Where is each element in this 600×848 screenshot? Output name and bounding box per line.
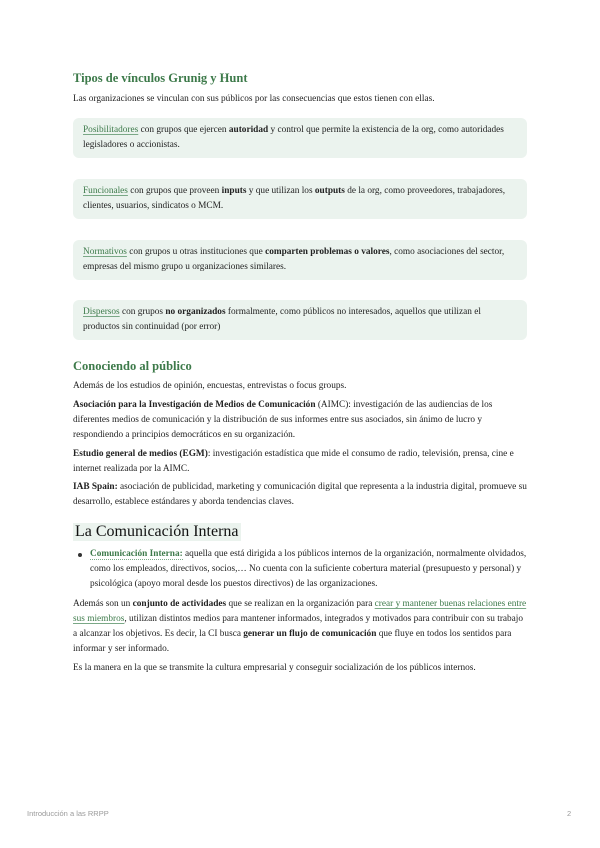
term-egm: Estudio general de medios (EGM) <box>73 449 208 459</box>
text: de la org, como proveedores, trabajadores, clientes, usuarios, sindicatos o MCM. <box>83 186 506 211</box>
text: formalmente, como públicos no interesados, aquellos que utilizan el productos sin continuidad (por error) <box>83 307 481 332</box>
text: : investigación estadística que mide el consumo de radio, televisión, prensa, cine e internet realizada por la AIMC. <box>73 449 514 474</box>
term-dispersos: Dispersos <box>83 307 120 317</box>
text: , como asociaciones del sector, empresas del mismo grupo u organizaciones similares. <box>83 247 505 272</box>
section-intro-publico: Además de los estudios de opinión, encuestas, entrevistas o focus groups. <box>73 381 347 391</box>
paragraph-cultura: Es la manera en la que se transmite la cultura empresarial y conseguir socialización de los públicos internos. <box>73 663 476 673</box>
text: asociación de publicidad, marketing y comunicación digital que representa a la industria digital, promueve su desarrollo, establece estándares y aborda tendencias claves. <box>73 482 527 507</box>
text: con grupos que proveen <box>127 186 222 196</box>
bold-term: inputs <box>221 186 247 196</box>
term-posibilitadores: Posibilitadores <box>83 125 139 135</box>
section-title-vinculos: Tipos de vínculos Grunig y Hunt <box>73 71 248 85</box>
term-normativos: Normativos <box>83 247 127 257</box>
bold-term: conjunto de actividades <box>132 599 227 609</box>
text: Además son un <box>73 599 133 609</box>
text: que se realizan en la organización para <box>226 599 375 609</box>
bold-term: autoridad <box>228 125 269 135</box>
item-iab <box>73 480 528 510</box>
bold-term: generar un flujo de comunicación <box>243 629 377 639</box>
footer-title: Introducción a las RRPP <box>27 809 109 818</box>
callout-posibilitadores <box>73 118 527 158</box>
link-buenas-relaciones[interactable]: crear y mantener buenas relaciones entre sus miembros <box>73 599 527 624</box>
section-intro-vinculos: Las organizaciones se vinculan con sus públicos por las consecuencias que estos tienen con ellas. <box>73 94 435 104</box>
callout-dispersos <box>73 300 527 340</box>
text: con grupos <box>119 307 166 317</box>
term-funcionales: Funcionales <box>83 186 128 196</box>
section-title-comunicacion-interna: La Comunicación Interna <box>75 523 239 540</box>
bold-term: no organizados <box>165 307 226 317</box>
text: y control que permite la existencia de la org, como autoridades legisladores o accionistas. <box>83 125 504 150</box>
item-egm <box>73 447 528 477</box>
text: y que utilizan los <box>246 186 315 196</box>
bold-term: comparten problemas o valores <box>265 247 390 257</box>
text: con grupos que ejercen <box>138 125 229 135</box>
term-aimc: Asociación para la Investigación de Medios de Comunicación <box>73 400 316 410</box>
item-aimc <box>73 398 528 443</box>
section-title-publico: Conociendo al público <box>73 359 192 373</box>
callout-funcionales <box>73 179 527 219</box>
text: , utilizan distintos medios para mantener informados, integrados y motivados para contribuir con su trabajo a alcanzar los objetivos. Es decir, la CI busca <box>73 614 524 639</box>
paragraph-actividades <box>73 597 528 657</box>
text: (AIMC): investigación de las audiencias de los diferentes medios de comunicación y la distribución de sus informes entre sus asociados, sin ánimo de lucro y respondiendo a principios democráticos en su organización. <box>73 400 493 440</box>
bold-term: outputs <box>314 186 345 196</box>
text: que fluye en todos los sentidos para informar y ser informado. <box>73 629 512 654</box>
text: aquella que está dirigida a los públicos internos de la organización, normalmente olvidados, como los empleados, directivos, socios,… No cuenta con la suficiente cobertura material (presupuesto y personal) y psicológica (apoyo moral desde los puestos directivos) de las organizaciones. <box>90 549 527 589</box>
footer-page-number: 2 <box>567 809 572 818</box>
term-comunicacion-interna: Comunicación Interna: <box>90 549 183 559</box>
term-iab: IAB Spain: <box>73 482 118 492</box>
bullet-text <box>90 547 528 592</box>
callout-normativos <box>73 240 527 280</box>
bullet-dot <box>78 553 82 557</box>
text: con grupos u otras instituciones que <box>126 247 266 257</box>
